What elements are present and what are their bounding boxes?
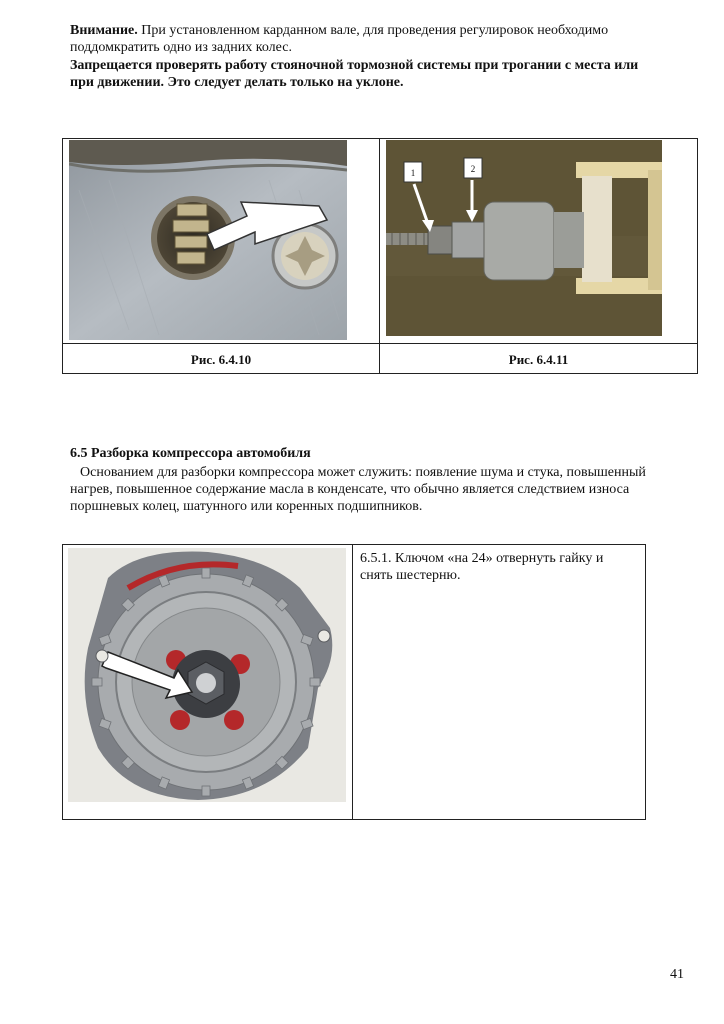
photo-parking-brake-adjuster (69, 140, 347, 340)
photo-adjusting-nuts (386, 140, 662, 336)
notice-text: При установленном карданном вале, для проведения регулировок необходимо (137, 23, 609, 38)
section-title: 6.5 Разборка компрессора автомобиля (70, 446, 311, 461)
page-number: 41 (670, 967, 684, 982)
section-para-line-1: Основанием для разборки компрессора может служить: появление шума и стука, повышенный (80, 465, 646, 480)
warning-line-2: при движении. Это следует делать только на уклоне. (70, 75, 404, 90)
notice-label: Внимание. (70, 23, 138, 38)
step-text-cell (352, 544, 646, 820)
notice-line-2: поддомкратить одно из задних колес. (70, 40, 292, 55)
figure-right-caption: Рис. 6.4.11 (508, 352, 569, 367)
step-text-line-1: 6.5.1. Ключом «на 24» отвернуть гайку и (360, 551, 604, 566)
step-text-line-2: снять шестерню. (360, 568, 461, 583)
notice-line-1 (70, 22, 690, 39)
section-para-line-3: поршневых колец, шатунного или коренных подшипников. (70, 499, 423, 514)
figure-left-caption: Рис. 6.4.10 (190, 352, 252, 367)
step-table (62, 544, 646, 820)
figures-table (62, 138, 698, 374)
label-2: 2 (470, 164, 476, 174)
warning-line-1: Запрещается проверять работу стояночной тормозной системы при трогании с места или (70, 58, 639, 73)
section-para-line-2: нагрев, повышенное содержание масла в конденсате, что обычно является следствием износа (70, 482, 630, 497)
photo-compressor-gear (68, 548, 346, 802)
label-1: 1 (410, 168, 416, 178)
